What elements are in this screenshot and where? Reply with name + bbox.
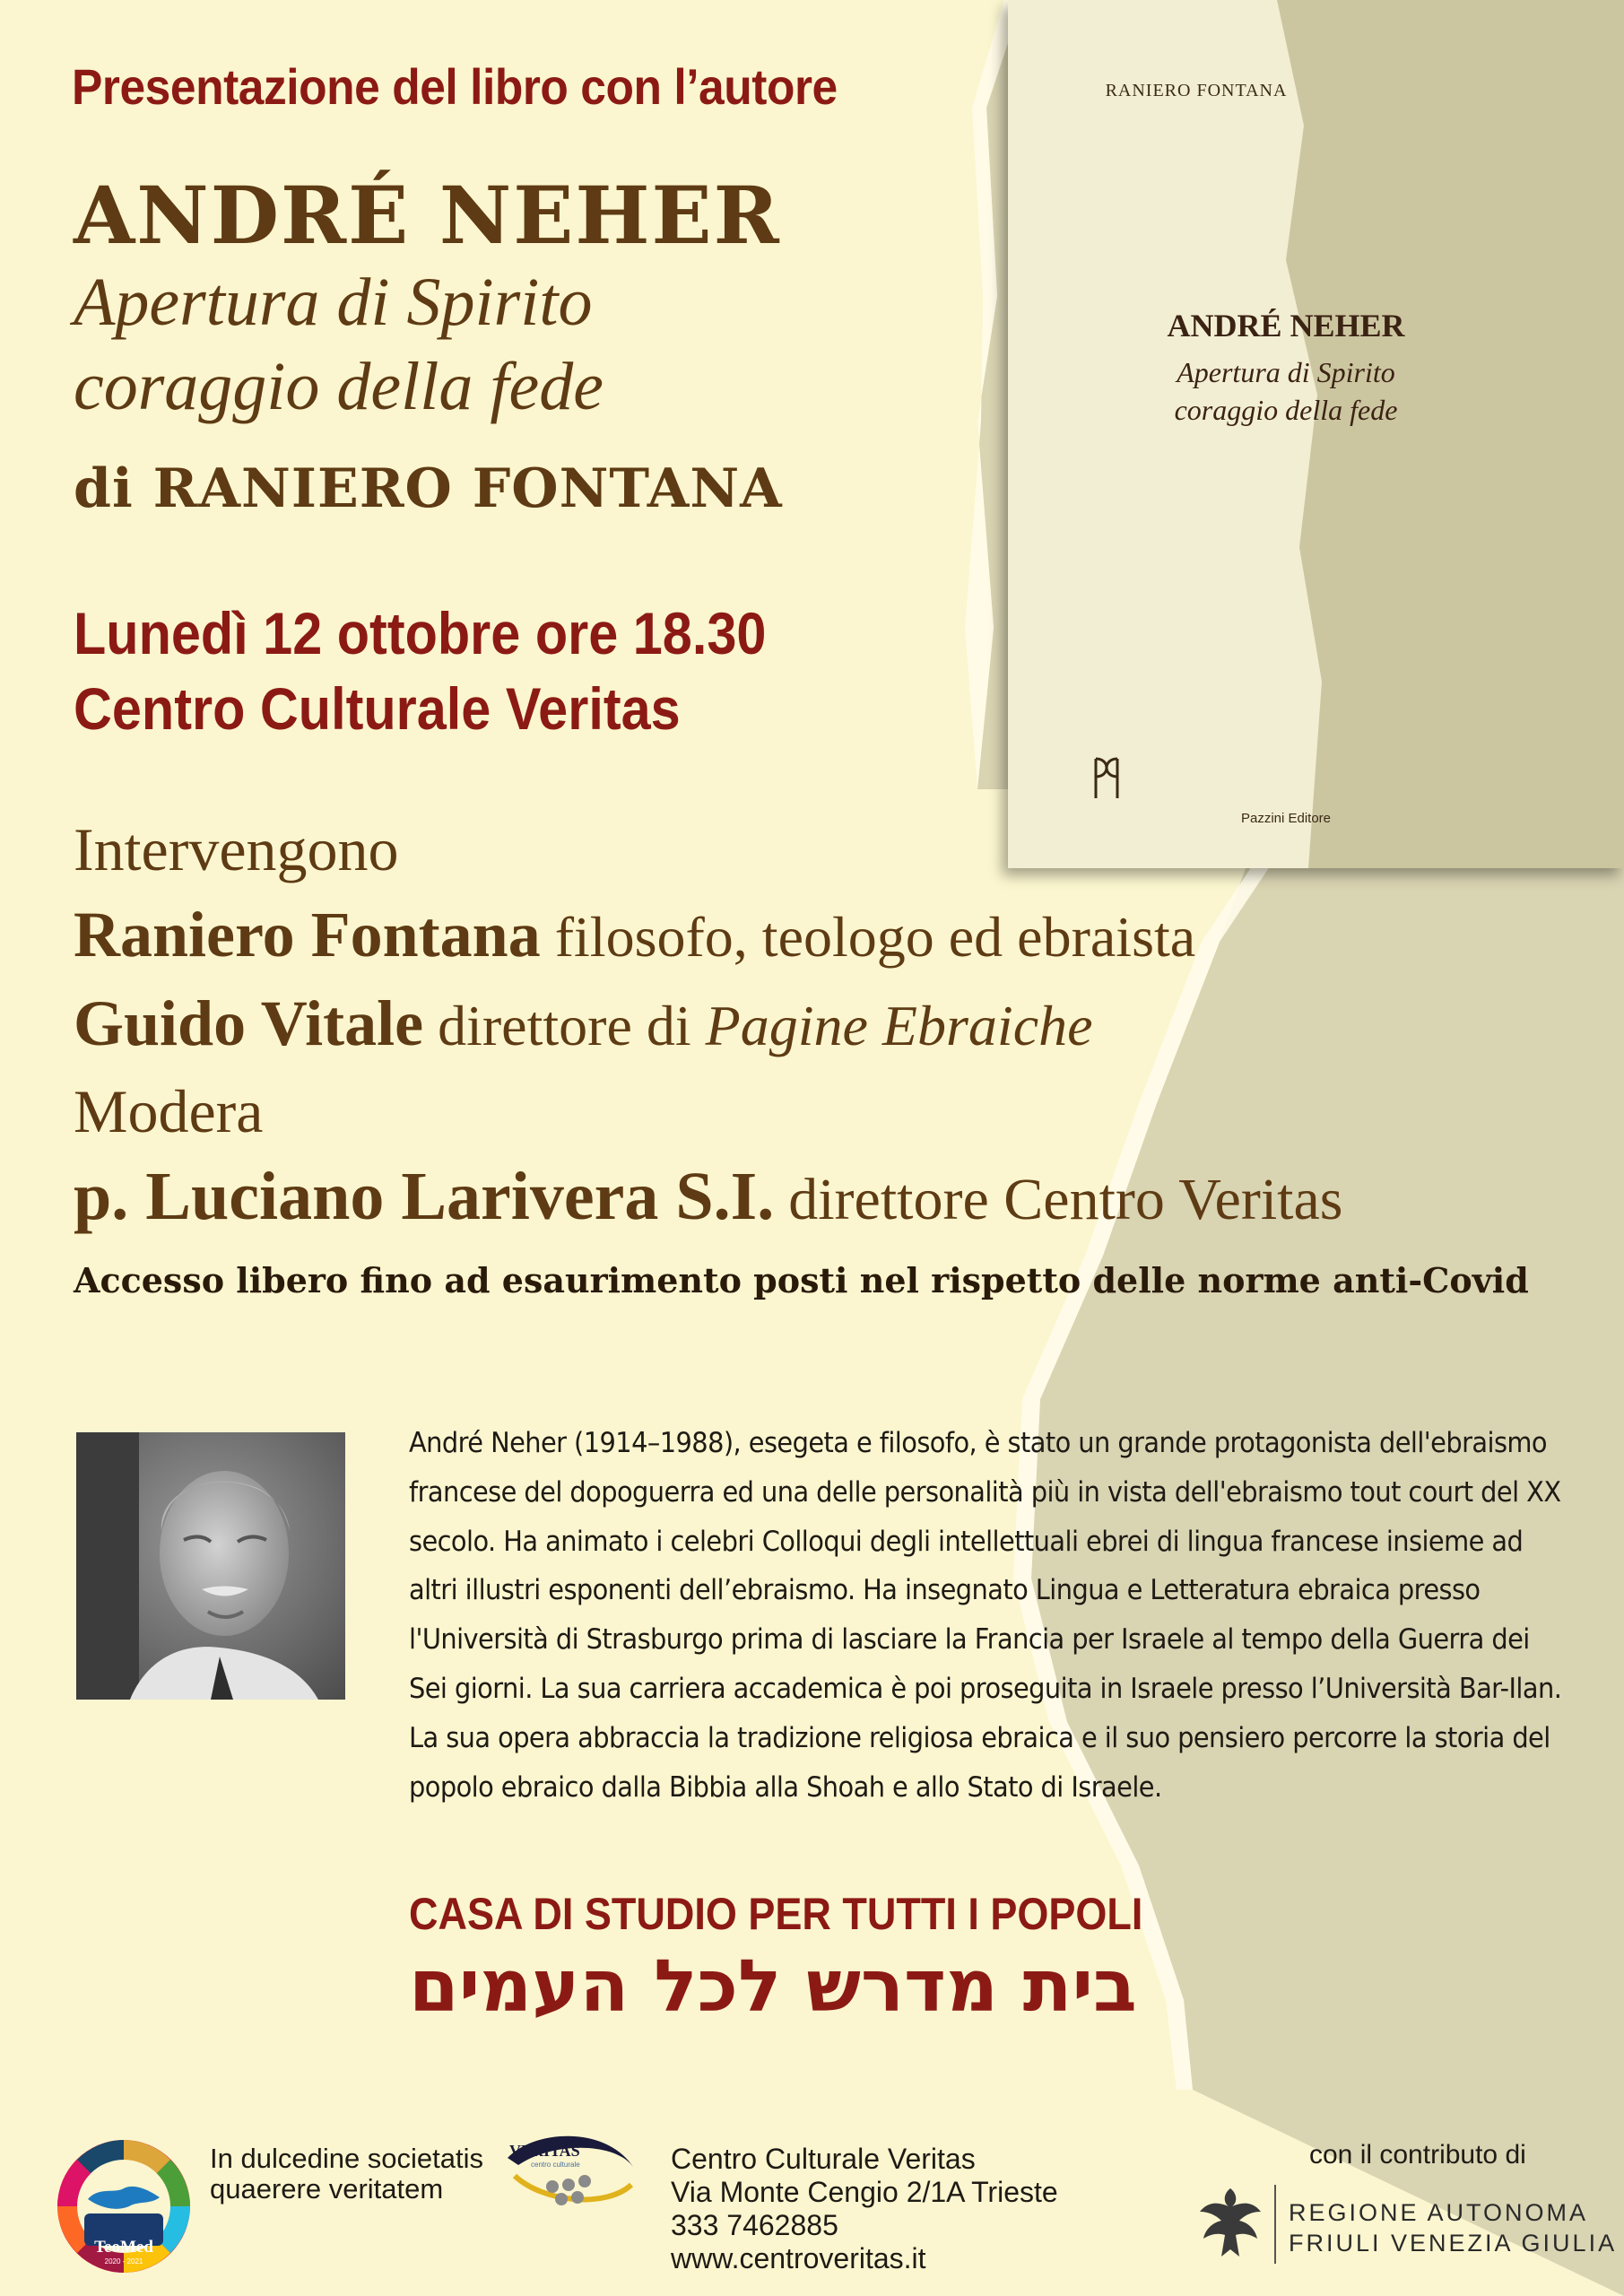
contact-address (671, 2143, 1058, 2275)
subtitle-line-1: Apertura di Spirito (74, 265, 593, 340)
portrait-photo (76, 1432, 345, 1700)
bio-line: Sei giorni. La sua carriera accademica è poi proseguita in Israele presso l’Università Bar-Ilan. (409, 1672, 1562, 1705)
teomed-name: TeoMed (94, 2238, 153, 2257)
moderator-label: Modera (74, 1077, 264, 1145)
speaker-row (74, 980, 1342, 1069)
address-name: Centro Culturale Veritas (671, 2143, 976, 2175)
region-line-2: FRIULI VENEZIA GIULIA (1289, 2230, 1618, 2257)
bio-line: secolo. Ha animato i celebri Colloqui degli intellettuali ebrei di lingua francese insieme ad (409, 1525, 1524, 1558)
region-name (1289, 2197, 1617, 2258)
latin-motto (210, 2144, 483, 2205)
event-subtitle (74, 260, 604, 429)
eagle-emblem-icon (1196, 2181, 1264, 2264)
speakers-section (74, 807, 1342, 1243)
event-datetime (74, 596, 766, 746)
speaker-role: direttore di (438, 994, 691, 1057)
latin-motto-line-2: quaerere veritatem (210, 2173, 444, 2205)
speakers-intro: Intervengono (74, 815, 399, 883)
latin-motto-line-1: In dulcedine societatis (210, 2143, 484, 2174)
bio-line: La sua opera abbraccia la tradizione religiosa ebraica e il suo pensiero percorre la storia del (409, 1721, 1550, 1754)
region-divider (1274, 2185, 1276, 2264)
book-subtitle-line-1: Apertura di Spirito (1177, 356, 1395, 388)
address-phone: 333 7462885 (671, 2209, 838, 2241)
motto-italian: CASA DI STUDIO PER TUTTI I POPOLI (409, 1889, 1143, 1939)
veritas-word: VERITAS (509, 2142, 580, 2160)
teomed-years: 2020 - 2021 (104, 2257, 143, 2266)
book-subtitle-line-2: coraggio della fede (1174, 394, 1398, 426)
book-author: RANIERO FONTANA (1105, 81, 1288, 100)
moderator-row (74, 1153, 1342, 1243)
teomed-logo (56, 2138, 192, 2274)
moderator-name: p. Luciano Larivera S.I. (74, 1159, 775, 1234)
veritas-tagline: centro culturale (531, 2161, 580, 2169)
book-title: ANDRÉ NEHER (1167, 308, 1405, 344)
author-byline: di RANIERO FONTANA (74, 457, 783, 520)
presentation-kicker: Presentazione del libro con l’autore (72, 58, 838, 115)
book-publisher: Pazzini Editore (1240, 811, 1332, 826)
event-venue: Centro Culturale Veritas (74, 675, 681, 742)
bio-line: l'Università di Strasburgo prima di lasciare la Francia per Israele al tempo della Guerra dei (409, 1623, 1530, 1657)
moderator-role: direttore Centro Veritas (788, 1167, 1343, 1232)
speaker-name: Guido Vitale (74, 987, 424, 1059)
biography-text (409, 1419, 1575, 1812)
speaker-role-publication: Pagine Ebraiche (705, 994, 1093, 1057)
event-title: ANDRÉ NEHER (74, 169, 781, 262)
book-subtitle (1089, 353, 1483, 429)
event-date: Lunedì 12 ottobre ore 18.30 (74, 600, 767, 666)
bio-line: altri illustri esponenti dell’ebraismo. Ha insegnato Lingua e Letteratura ebraica presso (409, 1574, 1481, 1607)
subtitle-line-2: coraggio della fede (74, 349, 604, 424)
address-street: Via Monte Cengio 2/1A Trieste (671, 2176, 1058, 2208)
address-website[interactable]: www.centroveritas.it (671, 2242, 926, 2274)
book-cover (1008, 0, 1624, 868)
region-line-1: REGIONE AUTONOMA (1289, 2199, 1589, 2226)
speaker-role: filosofo, teologo ed ebraista (554, 905, 1196, 969)
bio-line: André Neher (1914–1988), esegeta e filosofo, è stato un grande protagonista dell'ebraismo (409, 1427, 1548, 1459)
speaker-row (74, 891, 1342, 980)
access-note: Accesso libero fino ad esaurimento posti nel rispetto delle norme anti-Covid (74, 1260, 1529, 1300)
book-cover-tear (1008, 0, 1624, 868)
speaker-name: Raniero Fontana (74, 899, 541, 970)
bio-line: francese del dopoguerra ed una delle personalità più in vista dell'ebraismo tout court del XX (409, 1475, 1561, 1509)
bio-line: popolo ebraico dalla Bibbia alla Shoah e allo Stato di Israele. (409, 1770, 1162, 1804)
veritas-logo (499, 2122, 642, 2221)
motto-hebrew: בית מדרש לכל העמים (409, 1944, 1137, 2028)
contribution-label: con il contributo di (1309, 2140, 1526, 2170)
